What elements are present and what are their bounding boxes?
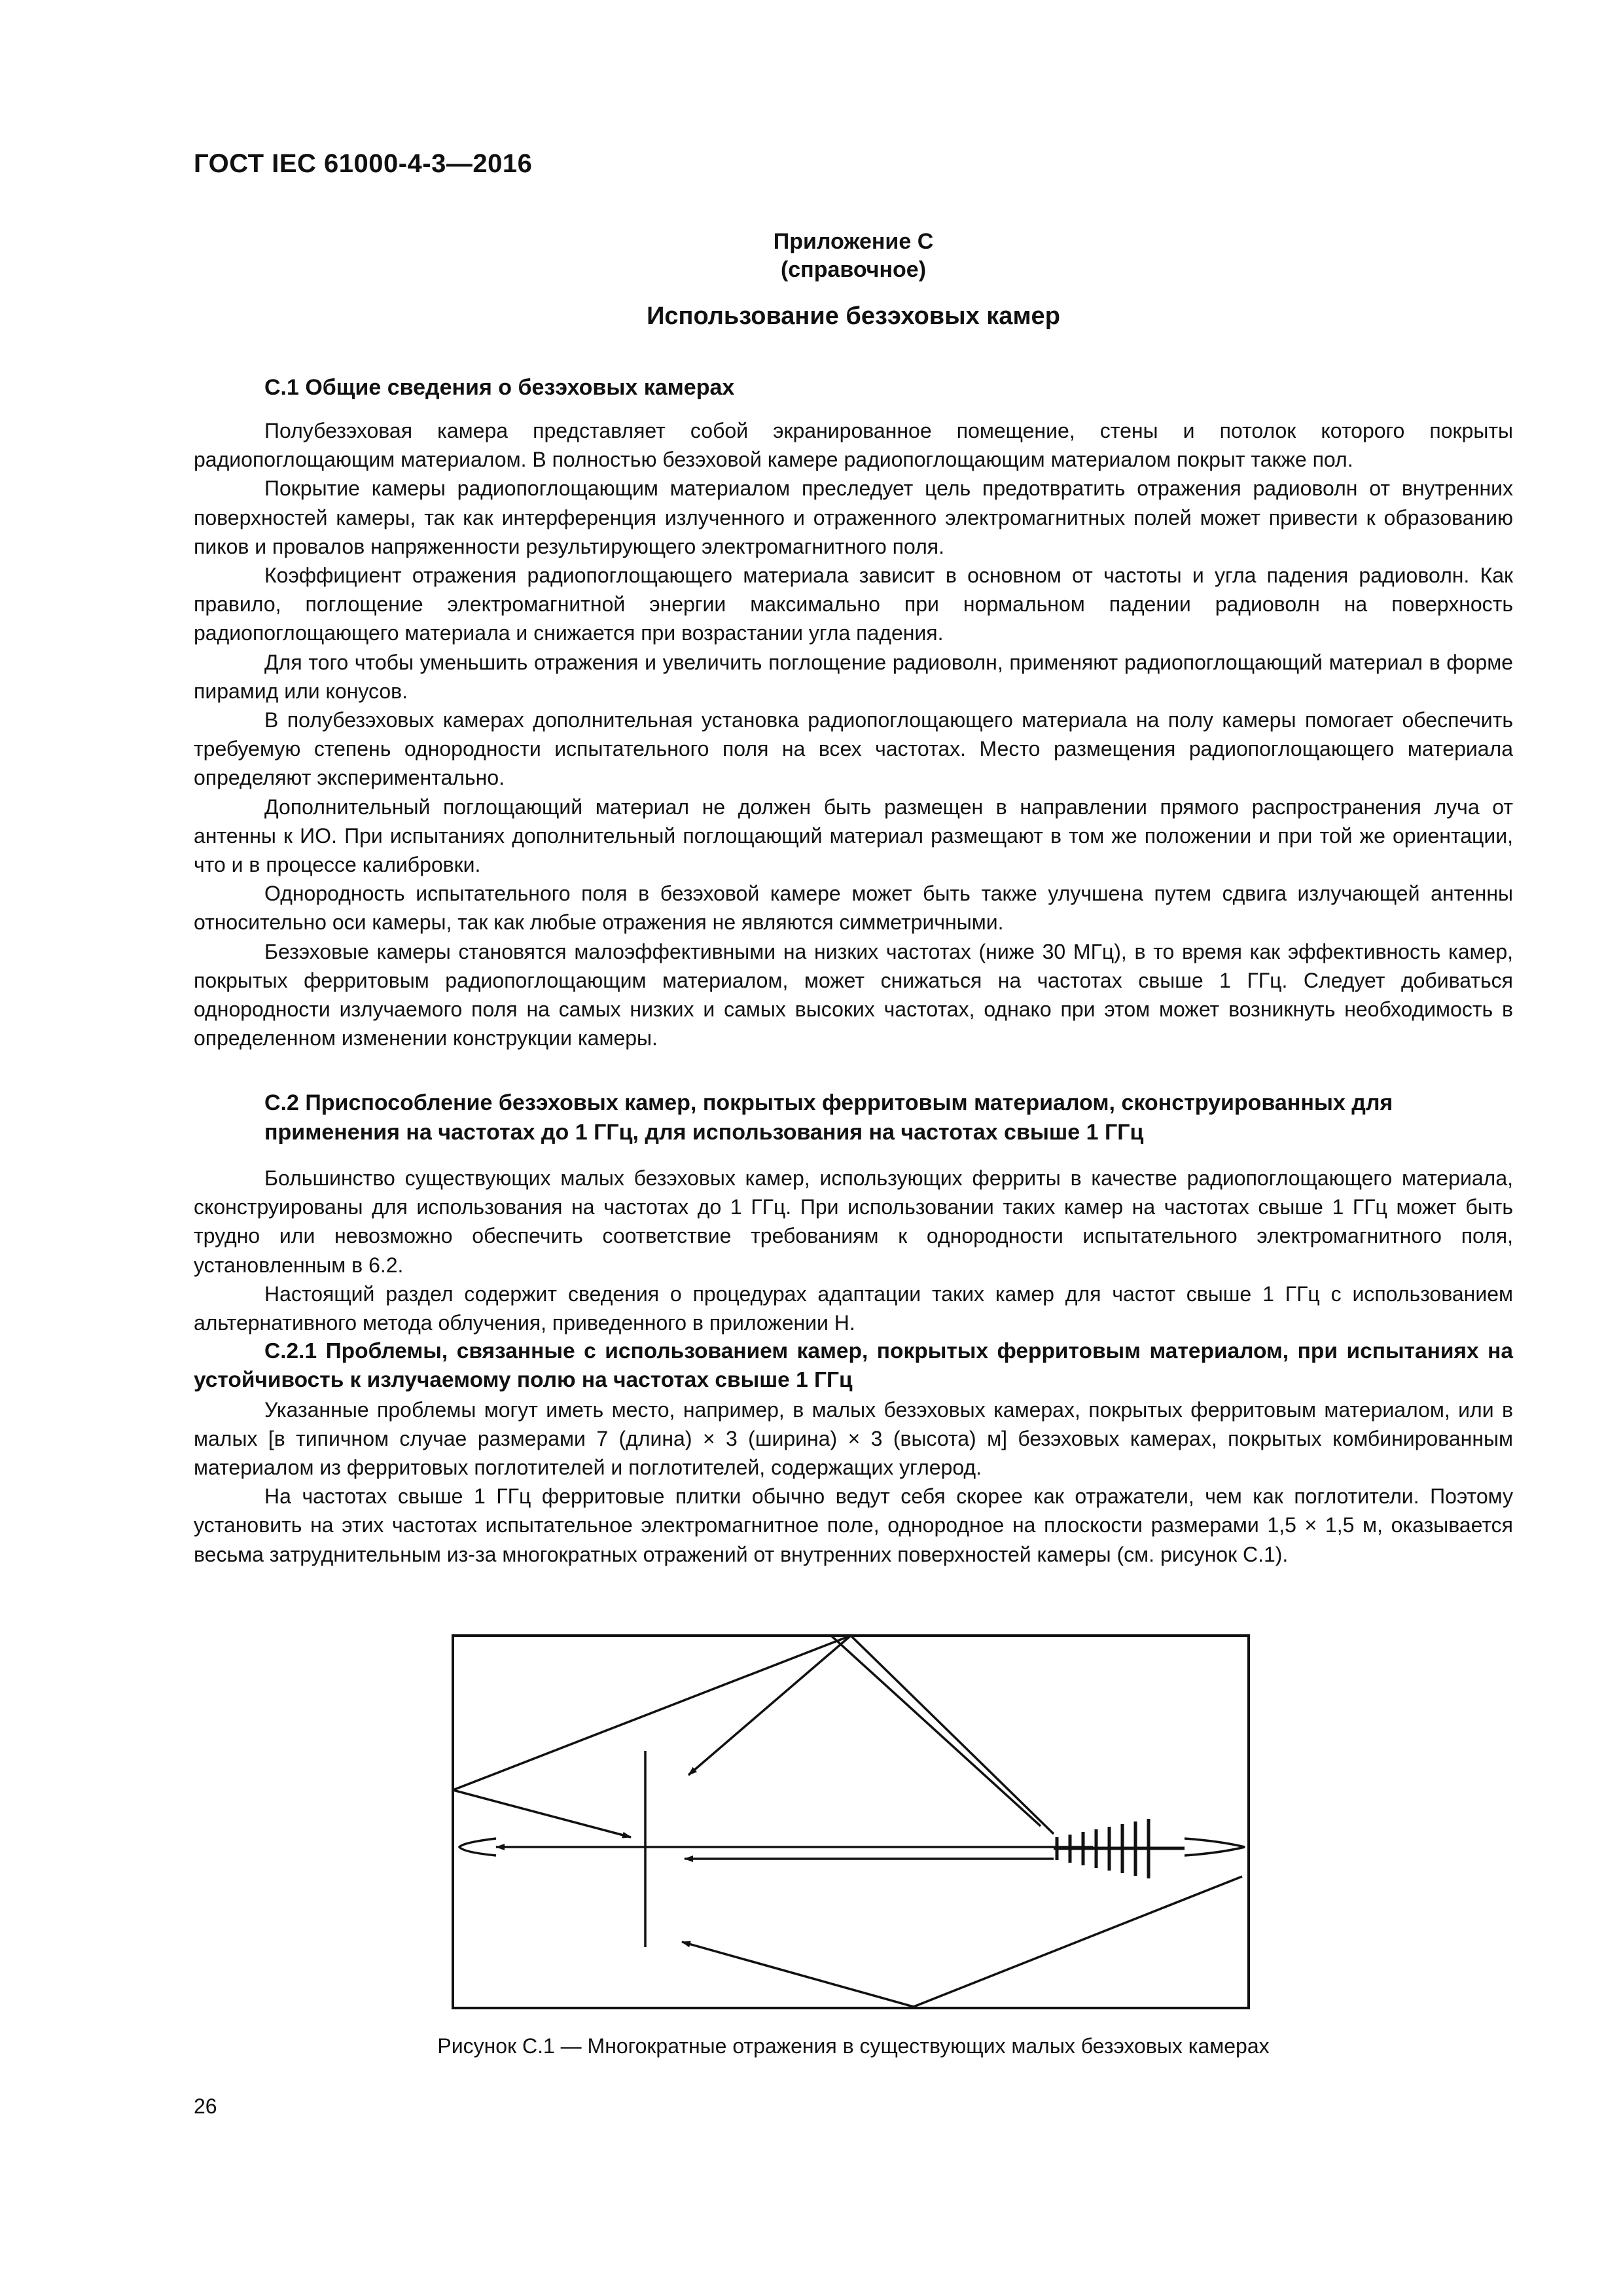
figure-c1-diagram bbox=[452, 1634, 1257, 2014]
paragraph: Для того чтобы уменьшить отражения и увеличить поглощение радиоволн, применяют радиопоглощающий материал в форме пирамид или конусов. bbox=[194, 650, 1513, 703]
appendix-title: Приложение С bbox=[773, 229, 934, 254]
appendix-name: Использование безэховых камер bbox=[647, 302, 1060, 330]
figure-caption: Рисунок С.1 — Многократные отражения в существующих малых безэховых камерах bbox=[437, 2034, 1270, 2058]
reflection-lobe-left bbox=[459, 1839, 496, 1856]
paragraph: Коэффициент отражения радиопоглощающего материала зависит в основном от частоты и угла падения радиоволн. Как правило, поглощение электромагнитной энергии максимально при нормальном падении радиоволн на поверхность радиопоглощающего материала и снижается при возрастании угла падения. bbox=[194, 564, 1513, 645]
paragraph: Указанные проблемы могут иметь место, например, в малых безэховых камерах, покрытых ферритовым материалом, или в малых [в типичном случае размерами 7 (длина) × 3 (ширина) × 3 (высота) м] безэховых камерах, покрытых комбинированным материалом из ферритовых поглотителей и поглотителей, содержащих углерод. bbox=[194, 1397, 1513, 1480]
paragraph: Безэховые камеры становятся малоэффективными на низких частотах (ниже 30 МГц), в то время как эффективность камер, покрытых ферритовым радиопоглощающим материалом, может снижаться на частотах свыше 1 ГГц. Следует добиваться однородности излучаемого поля на самых низких и самых высоких частотах, однако при этом может возникнуть необходимость в определенном изменении конструкции камеры. bbox=[194, 939, 1513, 1050]
paragraph: В полубезэховых камерах дополнительная установка радиопоглощающего материала на полу камеры помогает обеспечить требуемую степень однородности испытательного поля на всех частотах. Место размещения радиопоглощающего материала определяют экспериментально. bbox=[194, 708, 1513, 790]
document-header: ГОСТ IEC 61000-4-3—2016 bbox=[194, 149, 533, 178]
section-c2-body bbox=[194, 1164, 1513, 1569]
paragraph: Полубезэховая камера представляет собой экранированное помещение, стены и потолок которого покрыты радиопоглощающим материалом. В полностью безэховой камере радиопоглощающим материалом покрыт также пол. bbox=[194, 419, 1513, 472]
reflection-lobe-right bbox=[1185, 1839, 1245, 1856]
section-c2-title: С.2 Приспособление безэховых камер, покрытых ферритовым материалом, сконструированных для применения на частотах до 1 ГГц, для использования на частотах свыше 1 ГГц bbox=[264, 1090, 1393, 1145]
paragraph: Настоящий раздел содержит сведения о процедурах адаптации таких камер для частот свыше 1 ГГц с использованием альтернативного метода облучения, приведенного в приложении Н. bbox=[194, 1282, 1513, 1335]
subsection-c2-1-title: С.2.1 Проблемы, связанные с использованием камер, покрытых ферритовым материалом, при испытаниях на устойчивость к излучаемому полю на частотах свыше 1 ГГц bbox=[194, 1339, 1513, 1393]
floor-reflection-arrow bbox=[682, 1876, 1242, 2007]
paragraph: Дополнительный поглощающий материал не должен быть размещен в направлении прямого распространения луча от антенны к ИО. При испытаниях дополнительный поглощающий материал размещают в том же положении и при той же ориентации, что и в процессе калибровки. bbox=[194, 795, 1513, 877]
ceiling-ray bbox=[831, 1636, 1041, 1826]
log-periodic-antenna-icon bbox=[1054, 1819, 1185, 1878]
paragraph: Большинство существующих малых безэховых камер, использующих ферриты в качестве радиопоглощающего материала, сконструированы для использования на частотах до 1 ГГц. При использовании таких камер на частотах свыше 1 ГГц может быть трудно или невозможно обеспечить соответствие требованиям к однородности испытательного электромагнитного поля, установленным в 6.2. bbox=[194, 1166, 1513, 1277]
section-c1-title: С.1 Общие сведения о безэховых камерах bbox=[264, 375, 735, 400]
ceiling-reflection-arrow bbox=[688, 1636, 1054, 1834]
appendix-subtitle: (справочное) bbox=[780, 257, 927, 282]
paragraph: Однородность испытательного поля в безэховой камере может быть также улучшена путем сдвига излучающей антенны относительно оси камеры, так как любые отражения не являются симметричными. bbox=[194, 882, 1513, 935]
page-number: 26 bbox=[194, 2094, 217, 2118]
section-c1-body bbox=[194, 416, 1513, 1052]
paragraph: На частотах свыше 1 ГГц ферритовые плитки обычно ведут себя скорее как отражатели, чем как поглотители. Поэтому установить на этих частотах испытательное электромагнитное поле, однородное на плоскости размерами 1,5 × 1,5 м, оказывается весьма затруднительным из-за многократных отражений от внутренних поверхностей камеры (см. рисунок С.1). bbox=[194, 1484, 1513, 1566]
wall-reflection-arrow bbox=[453, 1636, 851, 1837]
paragraph: Покрытие камеры радиопоглощающим материалом преследует цель предотвратить отражения радиоволн от внутренних поверхностей камеры, так как интерференция излученного и отраженного электромагнитных полей может привести к образованию пиков и провалов напряженности результирующего электромагнитного поля. bbox=[194, 476, 1513, 558]
